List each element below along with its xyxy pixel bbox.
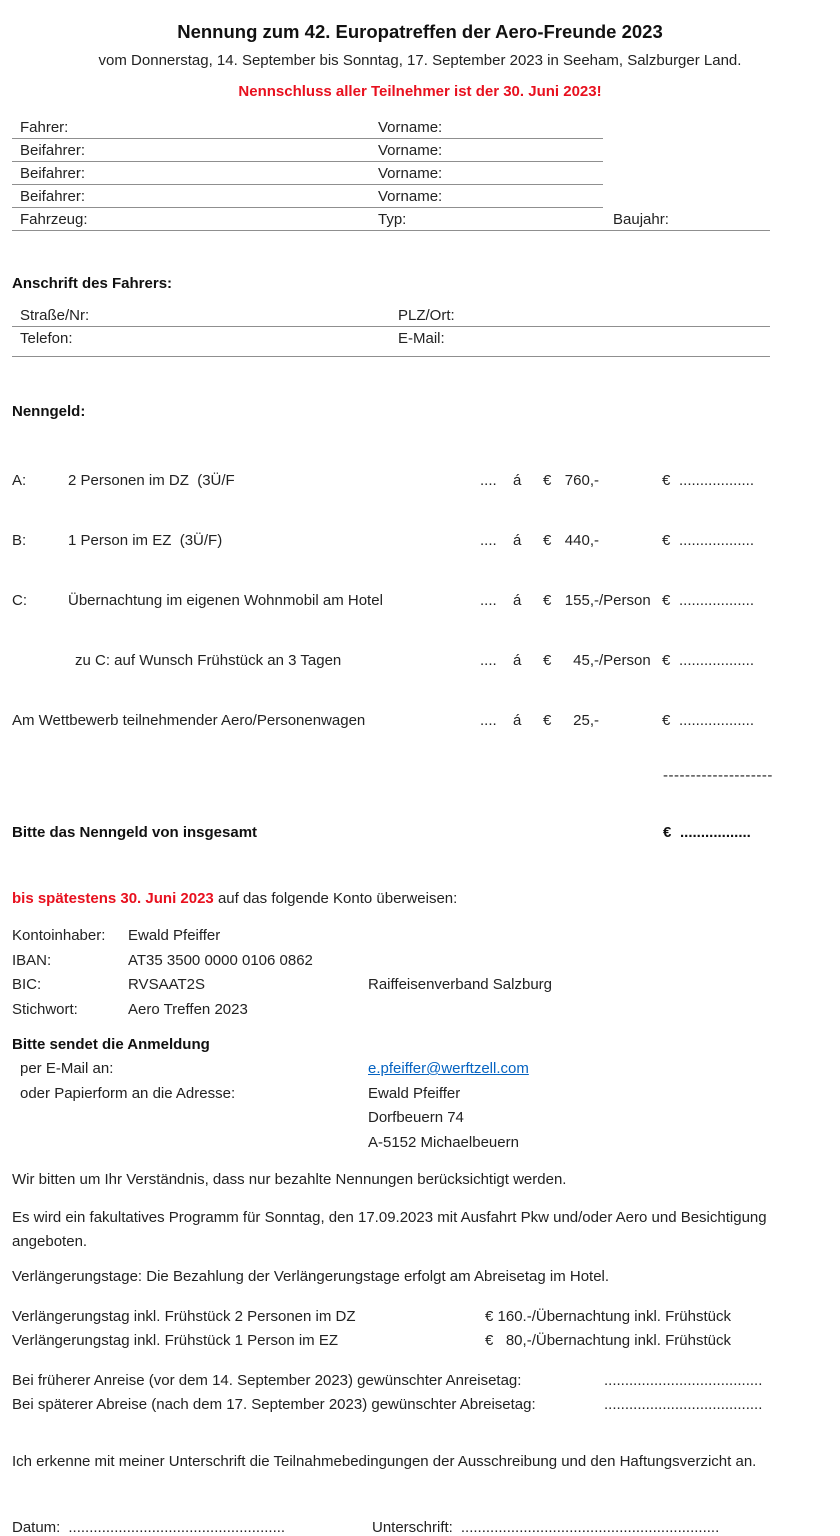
- fee-count-dots: ....: [480, 532, 497, 549]
- total-dots: .................: [680, 824, 751, 841]
- note-extension-days: Verlängerungstage: Die Bezahlung der Verlängerungstage erfolgt am Abreisetag im Hotel.: [12, 1268, 610, 1285]
- departure-label: Bei späterer Abreise (nach dem 17. September 2023) gewünschter Abreisetag:: [12, 1396, 536, 1414]
- rate-row-ez: [12, 1329, 828, 1353]
- departure-fill-dots: ......................................: [604, 1396, 763, 1414]
- table-row-strasse: [12, 304, 770, 327]
- fee-row-c: [12, 588, 828, 614]
- rate-label: Verlängerungstag inkl. Frühstück 2 Personen im DZ: [12, 1308, 356, 1325]
- fee-currency: €: [543, 652, 552, 669]
- fee-count-dots: ....: [480, 652, 497, 669]
- fee-per-label: á: [513, 472, 522, 489]
- vorname-label: Vorname:: [378, 164, 443, 182]
- fee-sum-currency: €: [662, 592, 671, 609]
- post-city: A-5152 Michaelbeuern: [368, 1133, 519, 1151]
- kontoinhaber-value: Ewald Pfeiffer: [128, 927, 221, 944]
- signature-field: [372, 1519, 719, 1536]
- fee-description: 2 Personen im DZ (3Ü/F: [68, 472, 235, 489]
- fee-code: B:: [12, 532, 27, 549]
- fee-description: zu C: auf Wunsch Frühstück an 3 Tagen: [75, 652, 342, 669]
- date-fill-dots: ....................................................: [68, 1518, 286, 1536]
- fee-per-label: á: [513, 712, 522, 729]
- extension-rates: [12, 1305, 828, 1353]
- signature-fill-dots: ..............................................................: [460, 1518, 720, 1536]
- rate-price: € 80,-/Übernachtung inkl. Frühstück: [485, 1332, 731, 1349]
- fee-currency: €: [543, 592, 552, 609]
- fee-currency: €: [543, 712, 552, 729]
- fee-per-label: á: [513, 652, 522, 669]
- arrival-label: Bei früherer Anreise (vor dem 14. September 2023) gewünschter Anreisetag:: [12, 1372, 522, 1389]
- fee-sum-currency: €: [662, 532, 671, 549]
- fee-description: Übernachtung im eigenen Wohnmobil am Hotel: [68, 592, 383, 609]
- address-table: [12, 304, 828, 357]
- per-email-label: per E-Mail an:: [20, 1060, 114, 1077]
- strasse-label: Straße/Nr:: [20, 306, 90, 324]
- vorname-label: Vorname:: [378, 118, 443, 136]
- bank-name: Raiffeisenverband Salzburg: [368, 976, 553, 993]
- table-row-fahrzeug: [12, 208, 770, 231]
- event-dates-subtitle: vom Donnerstag, 14. September bis Sonntag, 17. September 2023 in Seeham, Salzburger Land.: [98, 52, 742, 69]
- table-row-beifahrer-2: [12, 162, 603, 185]
- signature-row: [12, 1519, 828, 1536]
- note-program: Es wird ein fakultatives Programm für Sonntag, den 17.09.2023 mit Ausfahrt Pkw und/oder Aero und Besichtigung angeboten.: [12, 1209, 767, 1250]
- sum-divider: --------------------: [663, 767, 773, 784]
- fee-count-dots: ....: [480, 472, 497, 489]
- total-currency: €: [663, 824, 672, 841]
- total-label: Bitte das Nenngeld von insgesamt: [12, 824, 258, 841]
- fee-count-dots: ....: [480, 592, 497, 609]
- fee-sum-dots: ..................: [679, 532, 755, 549]
- travel-dates: [12, 1369, 828, 1418]
- fee-per-label: á: [513, 532, 522, 549]
- payment-deadline-rest: auf das folgende Konto überweisen:: [213, 890, 458, 907]
- fee-row-b: [12, 528, 828, 554]
- table-row-fahrer: [12, 116, 603, 139]
- submission-email-row: [12, 1057, 828, 1082]
- departure-row: [12, 1393, 828, 1417]
- iban-label: IBAN:: [12, 951, 52, 969]
- fee-description: Am Wettbewerb teilnehmender Aero/Personenwagen: [12, 712, 366, 729]
- fee-code: C:: [12, 592, 27, 609]
- typ-label: Typ:: [378, 210, 407, 228]
- fee-sum-currency: €: [662, 712, 671, 729]
- fee-sum-dots: ..................: [679, 592, 755, 609]
- beifahrer-label: Beifahrer:: [20, 187, 86, 205]
- rate-price: € 160.-/Übernachtung inkl. Frühstück: [485, 1308, 731, 1325]
- fee-sum-dots: ..................: [679, 652, 755, 669]
- submission-post-city-row: [12, 1131, 828, 1156]
- arrival-row: [12, 1369, 828, 1393]
- post-label: oder Papierform an die Adresse:: [20, 1084, 236, 1102]
- rate-row-dz: [12, 1305, 828, 1329]
- submission-section: [12, 1032, 828, 1155]
- table-row-telefon: [12, 327, 770, 357]
- fee-amount: 155,- /Person: [564, 592, 651, 609]
- baujahr-label: Baujahr:: [613, 210, 669, 228]
- beifahrer-label: Beifahrer:: [20, 141, 86, 159]
- iban-value: AT35 3500 0000 0106 0862: [128, 951, 313, 969]
- table-row-beifahrer-3: [12, 185, 603, 208]
- fahrer-label: Fahrer:: [20, 118, 69, 136]
- fee-per-label: á: [513, 592, 522, 609]
- fee-code: [12, 648, 68, 674]
- plz-ort-label: PLZ/Ort:: [398, 306, 455, 324]
- fee-row-wettbewerb: [12, 708, 828, 734]
- submission-post-row: [12, 1082, 828, 1107]
- fee-description: 1 Person im EZ (3Ü/F): [68, 532, 223, 549]
- fee-code: A:: [12, 472, 27, 489]
- telefon-label: Telefon:: [20, 330, 73, 347]
- arrival-fill-dots: ......................................: [604, 1372, 763, 1389]
- vorname-label: Vorname:: [378, 141, 443, 159]
- vorname-label: Vorname:: [378, 187, 443, 205]
- bank-row-stichwort: [12, 998, 828, 1023]
- date-field: [12, 1519, 372, 1536]
- post-street: Dorfbeuern 74: [368, 1109, 464, 1126]
- bank-row-iban: [12, 949, 828, 974]
- rate-label: Verlängerungstag inkl. Frühstück 1 Person im EZ: [12, 1332, 338, 1349]
- fee-sum-dots: ..................: [679, 472, 755, 489]
- email-label: E-Mail:: [398, 330, 445, 347]
- fee-amount: 760,-: [564, 472, 599, 489]
- bank-details: [12, 924, 828, 1022]
- fee-sum-currency: €: [662, 652, 671, 669]
- email-link[interactable]: e.pfeiffer@werftzell.com: [368, 1060, 529, 1077]
- participants-table: [12, 116, 828, 231]
- fee-currency: €: [543, 532, 552, 549]
- fee-total-row: [12, 824, 828, 841]
- disclaimer-text: Ich erkenne mit meiner Unterschrift die Teilnahmebedingungen der Ausschreibung und den Haftungsverzicht an.: [12, 1452, 757, 1470]
- beifahrer-label: Beifahrer:: [20, 164, 86, 182]
- fee-sum-currency: €: [662, 472, 671, 489]
- post-name: Ewald Pfeiffer: [368, 1084, 461, 1102]
- date-label: Datum:: [12, 1518, 61, 1536]
- fee-amount: 45,- /Person: [573, 652, 651, 669]
- fee-currency: €: [543, 472, 552, 489]
- submission-post-street-row: [12, 1106, 828, 1131]
- page-title: Nennung zum 42. Europatreffen der Aero-Freunde 2023: [177, 21, 663, 42]
- note-paid-only: Wir bitten um Ihr Verständnis, dass nur bezahlte Nennungen berücksichtigt werden.: [12, 1171, 567, 1188]
- bank-row-kontoinhaber: [12, 924, 828, 949]
- address-section-heading: Anschrift des Fahrers:: [12, 275, 173, 292]
- fee-amount: 25,-: [573, 712, 599, 729]
- fee-count-dots: ....: [480, 712, 497, 729]
- bic-label: BIC:: [12, 976, 42, 993]
- signature-label: Unterschrift:: [372, 1518, 453, 1536]
- fee-row-zu-c: [12, 648, 828, 674]
- payment-deadline-date: bis spätestens 30. Juni 2023: [12, 890, 214, 907]
- deadline-notice: Nennschluss aller Teilnehmer ist der 30. Juni 2023!: [238, 83, 602, 100]
- fee-sum-dots: ..................: [679, 712, 755, 729]
- fees-section-heading: Nenngeld:: [12, 403, 86, 420]
- stichwort-value: Aero Treffen 2023: [128, 1000, 248, 1018]
- stichwort-label: Stichwort:: [12, 1000, 78, 1018]
- fee-row-a: [12, 468, 828, 494]
- payment-deadline-line: [12, 890, 828, 907]
- fee-amount: 440,-: [564, 532, 599, 549]
- table-row-beifahrer-1: [12, 139, 603, 162]
- bic-value: RVSAAT2S: [128, 976, 205, 993]
- submission-heading: Bitte sendet die Anmeldung: [12, 1036, 210, 1053]
- kontoinhaber-label: Kontoinhaber:: [12, 927, 106, 944]
- bank-row-bic: [12, 973, 828, 998]
- fahrzeug-label: Fahrzeug:: [20, 210, 88, 228]
- fees-table: [12, 434, 828, 875]
